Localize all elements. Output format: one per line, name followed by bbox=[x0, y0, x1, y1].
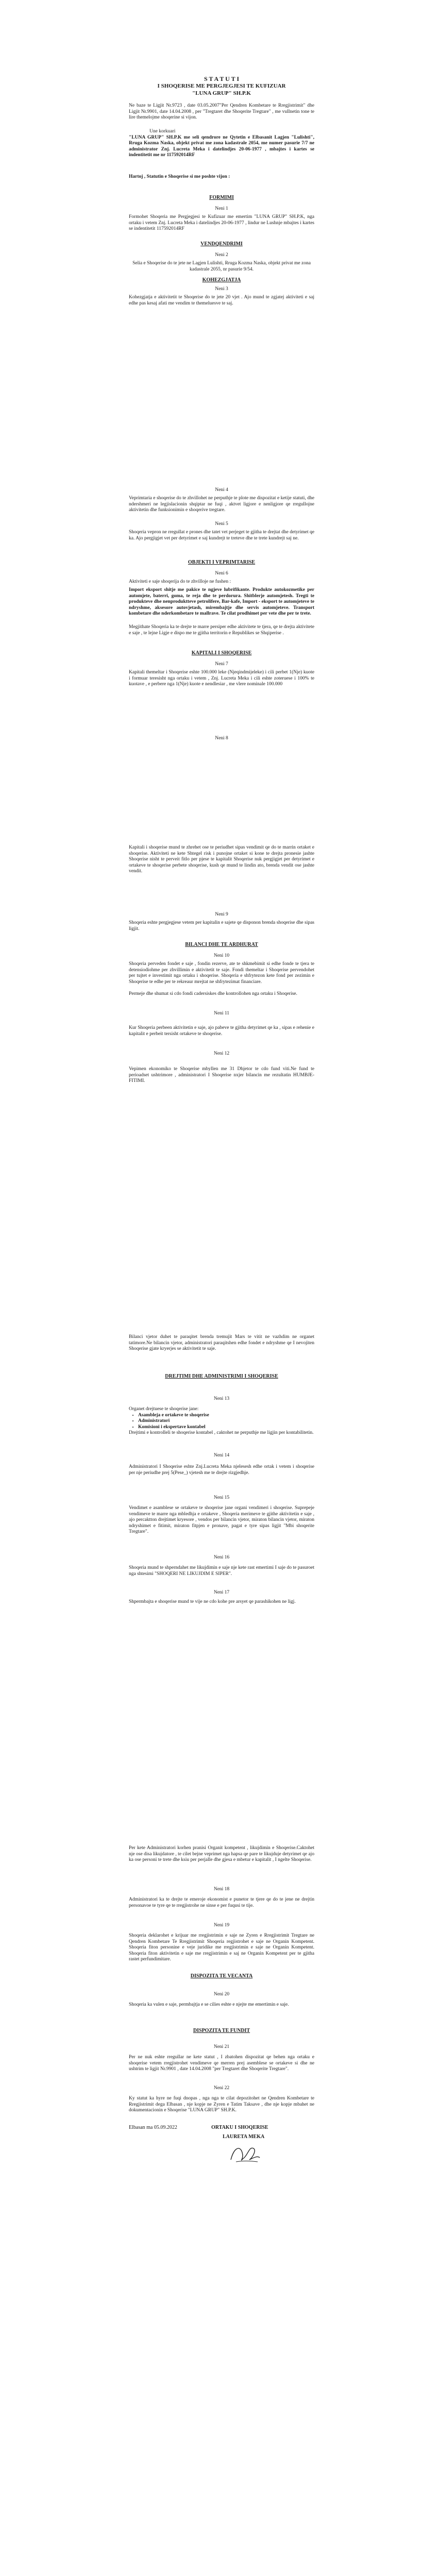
article-1-text: Formohet Shoqeria me Pergjegjesi te Kufizuar me emertim "LUNA GRUP" SH.P.K, nga ortaku i vetem Znj. Lucreta Meka i datelindjes 20-06-1977 , lindur ne Lushnje mbajtes i kartes se indentitetit 117592014RF bbox=[129, 214, 314, 231]
article-6-number: Neni 6 bbox=[215, 571, 228, 576]
article-12-text: Vepimen ekonomiko te Shoqerise mbyllen me 31 Dhjetor te cdo fund viti.Ne fund te perioadset ushtrimore , administratori I Shoqerise nxjer bilancin me rezultatin HUMBJE- FITIMI. bbox=[129, 1066, 314, 1083]
article-3-number: Neni 3 bbox=[215, 286, 228, 292]
article-9-text: Shoqeria eshte pergjegjese vetem per kapitalin e sajete qe disponon brenda shoqerise dhe sipas ligjit. bbox=[129, 920, 314, 931]
article-18-number: Neni 18 bbox=[213, 1887, 230, 1892]
title-line-2: I SHOQERISE ME PERGJEGJESI TE KUFIZUAR bbox=[157, 83, 286, 89]
intro-paragraph-2: Une korkuari "LUNA GRUP" SH.P.K me seli qendrore ne Qytetin e Elbasanit Lagjen "Lulishti", Rruga Kozma Naska, objekt privat me zona kadastrale 2054, me numer pasurie 7/7 ne administrator Znj. Lucreta Meka i datelindjes 20-06-1977 , mbajtes i kartes se indentitetit me nr 117592014RF bbox=[129, 129, 314, 158]
organs-item: • Komisioni i ekspertave kontabel bbox=[138, 1425, 314, 1431]
article-12-number: Neni 12 bbox=[213, 1051, 230, 1056]
article-6-activities: Import eksport shitje me pakice te ngjeve lubrifikante. Produkte autokozmetike per automjete, baterri, goma, te reja dhe te perdorura. Shitblerje automjetesh. Tregti te produkteve dhe nenproduktteve petrolifere, Bar-kafe, Import - eksport te automjeteve te ndryshme, aksesore autovjetash, mirembajtje dhe servis automjeteve. Transport kombetare dhe nderkombetare te mallrave. Te cilat prodhimet per vete dhe per te trete. bbox=[129, 587, 314, 616]
article-14-number: Neni 14 bbox=[213, 1453, 230, 1458]
article-17-text: Shpermbajta e shoqerise mund te vije ne cdo kohe pre arsyet qe parashikohen ne ligj. bbox=[129, 1599, 296, 1604]
signatory-name: LAURETA MEKA bbox=[223, 2134, 265, 2140]
article-17-number: Neni 17 bbox=[213, 1590, 230, 1595]
article-10-note: Permeje dhe shumat si cdo fondi cadersiskes dhe kontrollohen nga ortaku i Shoqerise. bbox=[129, 991, 297, 996]
article-13-number: Neni 13 bbox=[213, 1396, 230, 1401]
article-19-number: Neni 19 bbox=[213, 1923, 230, 1928]
article-4-text: Veprimtaria e shoqerise do te zhvillohet ne perputhje te plote me dispozitat e ketije statuti, dhe ndershmeri ne legjislacionin shqiptar ne fuqi , aktvet ligjore e nenligjore qe rregullojne aktivitetin dhe funksionimin e shoqerive tregtare. bbox=[129, 496, 314, 513]
article-15-text: Vendimet e asamblese se ortakeve te shoqerise jane organi vendimeri i shoqerise. Suprepeje vendimeve te marre nga mbledhja e ortakeve , Shoqeria merimeve te gjithe aktivitetin e saje , ajo percaktton drejtimet kryesore , vendos per bilancin vjetor, miraton bilancin vjetor, miraton ndryshimet e fitimit, miraton fitpjen e pronave, pagat e tyre sipas ligjit "Mbi shoqerite Tregtare". bbox=[129, 1505, 314, 1534]
organs-list bbox=[129, 1413, 314, 1431]
article-13-text: Organet drejtuese te shoqerise jane: • Asambleja e ortakeve te shoqerise • Administratori • Komisioni i ekspertave kontabel Drejtimi e kontrolleli te shoqerise kontabel , caktohet ne perputhje me ligjin per kontabilitetin. bbox=[129, 1406, 314, 1436]
article-4-number: Neni 4 bbox=[215, 487, 228, 493]
title-line-3: "LUNA GRUP" SH.P.K bbox=[192, 90, 251, 96]
article-8-number: Neni 8 bbox=[215, 736, 228, 741]
section-bilanci: BILANCI DHE TE ARDHURAT bbox=[185, 942, 258, 947]
article-20-number: Neni 20 bbox=[213, 1992, 230, 1997]
article-1-number: Neni 1 bbox=[215, 206, 228, 211]
section-drejtimi: DREJTIMI DHE ADMINISTRIMI I SHOQERISE bbox=[165, 1374, 278, 1379]
signature-image bbox=[227, 2142, 263, 2166]
statute-title bbox=[129, 75, 314, 97]
section-vendqendrimi: VENDQENDRIMI bbox=[200, 241, 243, 247]
article-14-text: Administratori I Shoqerise eshte Znj.Lucreta Meka njelesesh edhe ortak i vetem i shoqerise per nje periudhe prej 5(Pese_) vjetesh me te drejte rizgjedhje. bbox=[129, 1464, 314, 1476]
section-kohezgjatja: KOHEZGJATJA bbox=[202, 277, 241, 283]
article-22-text: Ky statut ka hyre ne fuqi dnopas , nga nga te cilat depozitohet ne Qendren Kombetare te Rregjistrimit dega Elbasan , nje kopje ne Zyren e Tatim Taksave , dhe nje kopje mbahet ne dokumentacionin e Shoqerise "LUNA GRUP" SH.P.K. bbox=[129, 2096, 314, 2113]
article-11-text: Kur Shoqeria perbeen aktivitetin e saje, ajo pabeve te gjitha detyrimet qe ka , sipas e rehenie e kapitalit e perbeit tersisht ortakeve te shoqerise. bbox=[129, 1025, 314, 1037]
section-kapitali: KAPITALI I SHOQERISE bbox=[191, 650, 252, 656]
article-18-text: Administratori ka te drejte te emeroje ekonomist e punetor te tjere qe do te jene ne drejtin personavoe te tyre qe te rregjistrohe ne sinse e per fuqusi te tije. bbox=[129, 1897, 314, 1908]
organs-item: • Administratori bbox=[138, 1418, 314, 1425]
organs-item: • Asambleja e ortakeve te shoqerise bbox=[138, 1413, 314, 1419]
section-vecanta: DISPOZITA TE VECANTA bbox=[190, 1973, 253, 1979]
article-16-number: Neni 16 bbox=[213, 1555, 230, 1560]
article-21-number: Neni 21 bbox=[213, 2044, 230, 2049]
article-3-text: Kohezgjatja e aktivitetit te Shoqerise do te jete 20 vjet . Ajo mund te zgjatej aktiviteti e saj edhe pas kesaj afati me vendim te themeluesve te saj. bbox=[129, 295, 314, 306]
article-11-number: Neni 11 bbox=[214, 1011, 229, 1016]
article-6-text: Aktiviteti e saje shoqerija do te zhvilloje ne fushen : bbox=[129, 579, 231, 584]
article-17-note: Per kete Administratori korhen pranisi Organit kompetent , likujdimin e Shoqerise.Caktohet nje ose disa likujdatore , te cilet bejne veprimet nga hapsa qe pare te likujduje detyrimet qe ajo ka ose personi te trete dhe ksiu per perjalle dhe gjesa e mbetur e kapitalit , I ngelte Shoqerise. bbox=[129, 1845, 314, 1862]
article-12-note: Bilanci vjetor duhet te paraqitet brenda tremujit Mars te vitit ne vazhdim ne organet tatimore.Ne bilancin vjetor, administratori paraqitshen edhe fondet e ndryshme qe I nevojiten Shoqerise gjate kryerjes se aktivitetit te saje. bbox=[129, 1334, 314, 1351]
section-objekti: OBJEKTI I VEPRIMTARISE bbox=[188, 560, 256, 565]
article-2-text: Selia e Shoqerise do te jete ne Lagjen Lulishti, Rruga Kozma Naska, objekt privat me zona kadastrale 2055, nr pasurie 9/54. bbox=[132, 261, 311, 272]
article-7-number: Neni 7 bbox=[215, 662, 228, 667]
article-9-number: Neni 9 bbox=[215, 912, 228, 917]
article-10-number: Neni 10 bbox=[213, 953, 230, 958]
article-19-text: Shoqeria deklarohet e krijuar me rregjistrimin e saje ne Zyren e Rregjistrimit Tregtare ne Qendren Kombetare Te Rregjistrimit Shoqeria regjistrohet e saje ne Organin Kompetent. Shoqeria fiton personine e veje juridike me rregjistrimin e saje ne Organin Kompetent. Shoqeria fiton aktivitetin e saje me rregjistrimin e saj ne Organin Kompetent per te gjitha rastet perfundimitare. bbox=[129, 1933, 314, 1962]
section-fundit: DISPOZITA TE FUNDIT bbox=[193, 2028, 250, 2033]
intro-paragraph-1: Ne baze te Ligjit Nr.9723 , date 03.05.2007"Per Qendren Kombetare te Rregjistrimit" dhe Ligjit Nr.9901, date 14.04.2008 , per "Tregtaret dhe Shoqerite Tregtare" , me vullnetin tone te lire themelojme shoqerine si vijon. bbox=[129, 103, 314, 120]
article-8-text: Kapitali i shoqerise mund te zhrehet ose te periudhet sipas vendimit qe do te marrin ortaket e shoqerise. Aktiviteti ne kete Shtegel risk i punojne ortaket si kone te drejta pronesie jashte Shoqerise nisht te perveit fitlo per pjese te kapitalit Shoqerise nuk pergjigjet per detyrimet e ortakeve te shoqerise perbete shoqerise, kush qe mund te lindin ato, brenda vendit ose jashte vendit. bbox=[129, 845, 314, 874]
section-formimi: FORMIMI bbox=[209, 195, 234, 200]
article-7-text: Kapitali themeltar i Shoqerise eshte 100.000 leke (Njeqindmijeleke) i cili perbet 1(Nje) kuote i formuar teresisht nga ortaku i vetem , Znj. Lucreta Meka i cili eshte zoteruese i 100% te kuotave , e perbere nga 1(Nje) kuote e nendlesiar , me vlere nominale 100.000 bbox=[129, 670, 314, 687]
intro-paragraph-3: Hartoj , Statutin e Shoqerise si me poshte vijon : bbox=[129, 174, 230, 179]
title-line-1: S T A T U T I bbox=[204, 75, 240, 82]
article-20-text: Shoqeria ka vulen e saje, permbajtja e se cilies eshte e njejte me emertimin e saje. bbox=[129, 2002, 289, 2007]
article-21-text: Per ne nuk eshte rregullar ne kete statut , I zbatohen dispozitat qe behen nga ortaku e shoqerise vetem rregjistrohet vendimeve qe merren prej asemblese se ortakeve si dhe ne ushtrim te ligjit Nr.9901 , date 14.04.2008 "per Tregtaret dhe Shoqerite Tregtare". bbox=[129, 2055, 314, 2072]
article-2-number: Neni 2 bbox=[215, 252, 228, 258]
article-5-text: Shoqeria vepron ne rregullat e prones dhe tatet vet perjeget te gjitha te drejtat dhe detyrimet qe ka. Ajo pergjigjet vet per detyrimet e saj kundrejt te treteve dhe te trete kundrejt saj ne. bbox=[129, 530, 314, 541]
article-16-text: Shoqeria mund te shperndahet me likujdimin e saje nje kete rast emertimi I saje do te pasuroet nga shtesimi "SHOQERI NE LIKUJDIM E SIPER". bbox=[129, 1565, 314, 1577]
signatory-title: ORTAKU I SHOQERISE bbox=[211, 2125, 268, 2130]
article-22-number: Neni 22 bbox=[213, 2086, 230, 2091]
article-5-number: Neni 5 bbox=[215, 521, 228, 527]
article-6-note: Megjithate Shoqeria ka te drejte te marre persiper edhe aktivitete te tjera, qe te drejta aktivitete e saje , te lejne Ligje e dispo me te gjitha territorin e Republikes se Shqiperise . bbox=[129, 624, 314, 636]
article-15-number: Neni 15 bbox=[213, 1495, 230, 1500]
article-10-text: Shoqeria perveden fondet e saje , fondin rezerve, ate te shkmebimit si edhe fonde te tjera te detensiodiohme per zhvillimin e aktivitetit te saje. Fondi themeltar i Shoqerise pervendohet per tujtet e investimit nga ortaku i shoqerise. Shoqeria e shfrytezon kete fond per zezimin e Shoqerise te edhe per te rekreaur mrejtat ne shfrytezimat financiare. bbox=[129, 961, 314, 985]
place-date: Elbasan ma 05.09.2022 bbox=[129, 2125, 177, 2130]
